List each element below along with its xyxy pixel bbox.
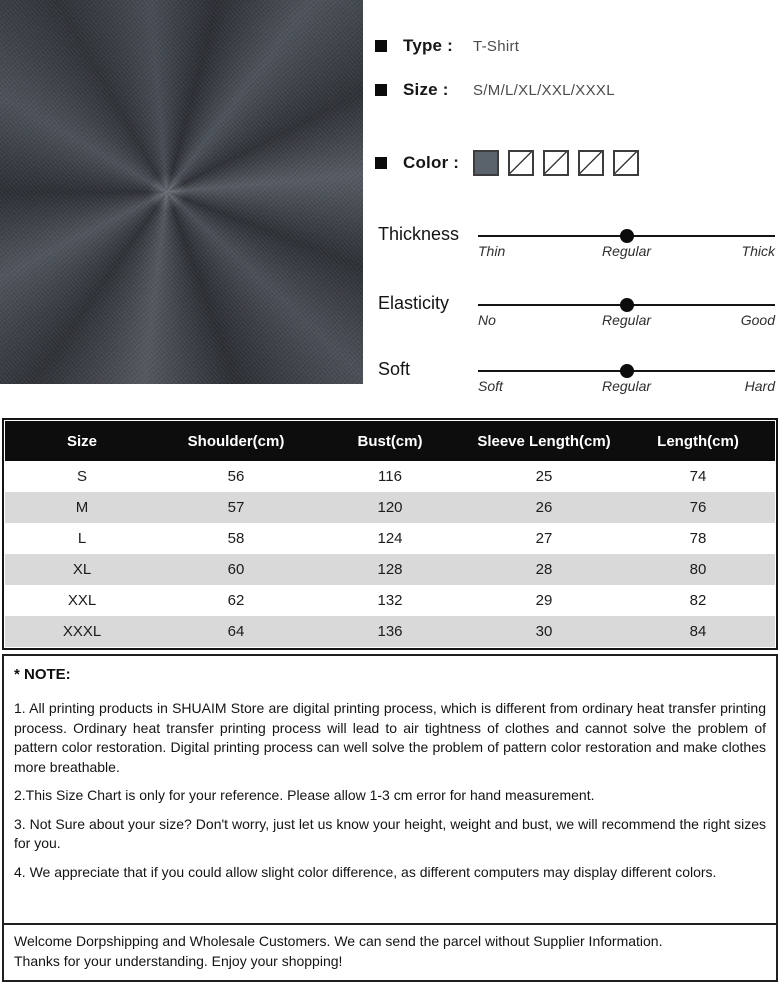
color-swatch[interactable] bbox=[508, 150, 534, 176]
table-cell: XL bbox=[5, 554, 159, 585]
elasticity-knob bbox=[620, 298, 634, 312]
note-paragraph: 4. We appreciate that if you could allow slight color difference, as different computers may display different colors. bbox=[14, 863, 717, 880]
table-row bbox=[5, 461, 775, 492]
note-section bbox=[4, 656, 776, 923]
attr-row-size bbox=[372, 78, 780, 102]
column-header: Shoulder(cm) bbox=[159, 421, 313, 461]
table-cell: 128 bbox=[313, 554, 467, 585]
soft-knob bbox=[620, 364, 634, 378]
table-cell: 56 bbox=[227, 468, 245, 485]
table-cell: 124 bbox=[377, 530, 403, 547]
color-swatch[interactable] bbox=[473, 150, 499, 176]
table-cell: 76 bbox=[621, 492, 775, 523]
table-cell: 30 bbox=[467, 616, 621, 647]
column-header: Length(cm) bbox=[621, 421, 775, 461]
soft-label: Soft bbox=[378, 359, 411, 379]
color-label: Color : bbox=[403, 153, 460, 172]
note-paragraph: 1. All printing products in SHUAIM Store are digital printing process, which is different from ordinary heat transfer printing process. Ordinary heat transfer printing process will lead to air tightness of clothes and cannot solve the problem of pattern color restoration. Digital printing process can well solve the problem of pattern color restoration and make clothes more breathable. bbox=[14, 700, 766, 775]
thickness-right-label: Thick bbox=[741, 243, 775, 259]
table-cell: S bbox=[76, 468, 87, 485]
table-cell: 58 bbox=[227, 530, 245, 547]
welcome-footer bbox=[4, 923, 776, 980]
elasticity-label: Elasticity bbox=[378, 293, 450, 313]
soft-left-label: Soft bbox=[478, 378, 503, 394]
table-row bbox=[5, 492, 775, 523]
color-swatch-list bbox=[473, 150, 639, 176]
thickness-track bbox=[478, 235, 775, 237]
product-attributes-panel bbox=[372, 0, 780, 402]
bullet-square-icon bbox=[375, 40, 387, 52]
table-cell: 29 bbox=[535, 592, 553, 609]
color-swatch[interactable] bbox=[578, 150, 604, 176]
thickness-slider bbox=[372, 220, 775, 272]
elasticity-right-label: Good bbox=[740, 312, 775, 328]
table-row bbox=[5, 523, 775, 554]
size-chart-header-row bbox=[5, 421, 775, 461]
table-row bbox=[5, 616, 775, 647]
note-paragraph: 2.This Size Chart is only for your reference. Please allow 1-3 cm error for hand measurement. bbox=[14, 787, 595, 803]
color-swatch[interactable] bbox=[543, 150, 569, 176]
soft-track bbox=[478, 370, 775, 372]
thickness-label: Thickness bbox=[378, 224, 460, 244]
fabric-photo bbox=[0, 0, 363, 384]
table-cell: 80 bbox=[621, 554, 775, 585]
elasticity-mid-label: Regular bbox=[601, 312, 652, 328]
table-cell: 27 bbox=[535, 530, 553, 547]
bullet-square-icon bbox=[375, 157, 387, 169]
note-paragraph: 3. Not Sure about your size? Don't worry, just let us know your height, weight and bust, we will recommend the right sizes for you. bbox=[14, 815, 766, 851]
table-cell: 25 bbox=[535, 468, 553, 485]
soft-slider bbox=[372, 355, 775, 407]
attr-row-color bbox=[372, 148, 780, 178]
size-value: S/M/L/XL/XXL/XXXL bbox=[473, 81, 615, 99]
type-value: T-Shirt bbox=[473, 37, 520, 55]
thickness-left-label: Thin bbox=[478, 243, 506, 259]
thickness-knob bbox=[620, 229, 634, 243]
table-cell: XXXL bbox=[5, 616, 159, 647]
attr-row-type bbox=[372, 34, 780, 58]
soft-right-label: Hard bbox=[744, 378, 775, 394]
elasticity-left-label: No bbox=[478, 312, 496, 328]
table-cell: L bbox=[77, 530, 87, 547]
table-cell: 132 bbox=[377, 592, 403, 609]
column-header: Sleeve Length(cm) bbox=[467, 421, 621, 461]
table-cell: 28 bbox=[467, 554, 621, 585]
elasticity-track bbox=[478, 304, 775, 306]
type-label: Type : bbox=[403, 36, 454, 55]
table-cell: 26 bbox=[467, 492, 621, 523]
table-row bbox=[5, 554, 775, 585]
footer-line: Thanks for your understanding. Enjoy your shopping! bbox=[14, 952, 343, 969]
table-cell: 62 bbox=[227, 592, 245, 609]
thickness-mid-label: Regular bbox=[601, 243, 652, 259]
table-cell: XXL bbox=[67, 592, 97, 609]
column-header: Size bbox=[5, 421, 159, 461]
table-cell: 74 bbox=[689, 468, 707, 485]
table-cell: 78 bbox=[689, 530, 707, 547]
table-cell: 57 bbox=[159, 492, 313, 523]
size-chart bbox=[2, 418, 778, 650]
table-row bbox=[5, 585, 775, 616]
size-label: Size : bbox=[403, 80, 449, 99]
elasticity-slider bbox=[372, 289, 775, 341]
table-cell: 64 bbox=[159, 616, 313, 647]
soft-mid-label: Regular bbox=[601, 378, 652, 394]
table-cell: 120 bbox=[313, 492, 467, 523]
color-swatch[interactable] bbox=[613, 150, 639, 176]
note-box bbox=[2, 654, 778, 982]
table-cell: 82 bbox=[689, 592, 707, 609]
table-cell: 60 bbox=[159, 554, 313, 585]
note-title: * NOTE: bbox=[14, 666, 71, 683]
table-cell: 136 bbox=[313, 616, 467, 647]
footer-line: Welcome Dorpshipping and Wholesale Customers. We can send the parcel without Supplier Information. bbox=[14, 933, 663, 949]
bullet-square-icon bbox=[375, 84, 387, 96]
column-header: Bust(cm) bbox=[313, 421, 467, 461]
table-cell: 84 bbox=[621, 616, 775, 647]
table-cell: 116 bbox=[378, 468, 402, 485]
table-cell: M bbox=[5, 492, 159, 523]
